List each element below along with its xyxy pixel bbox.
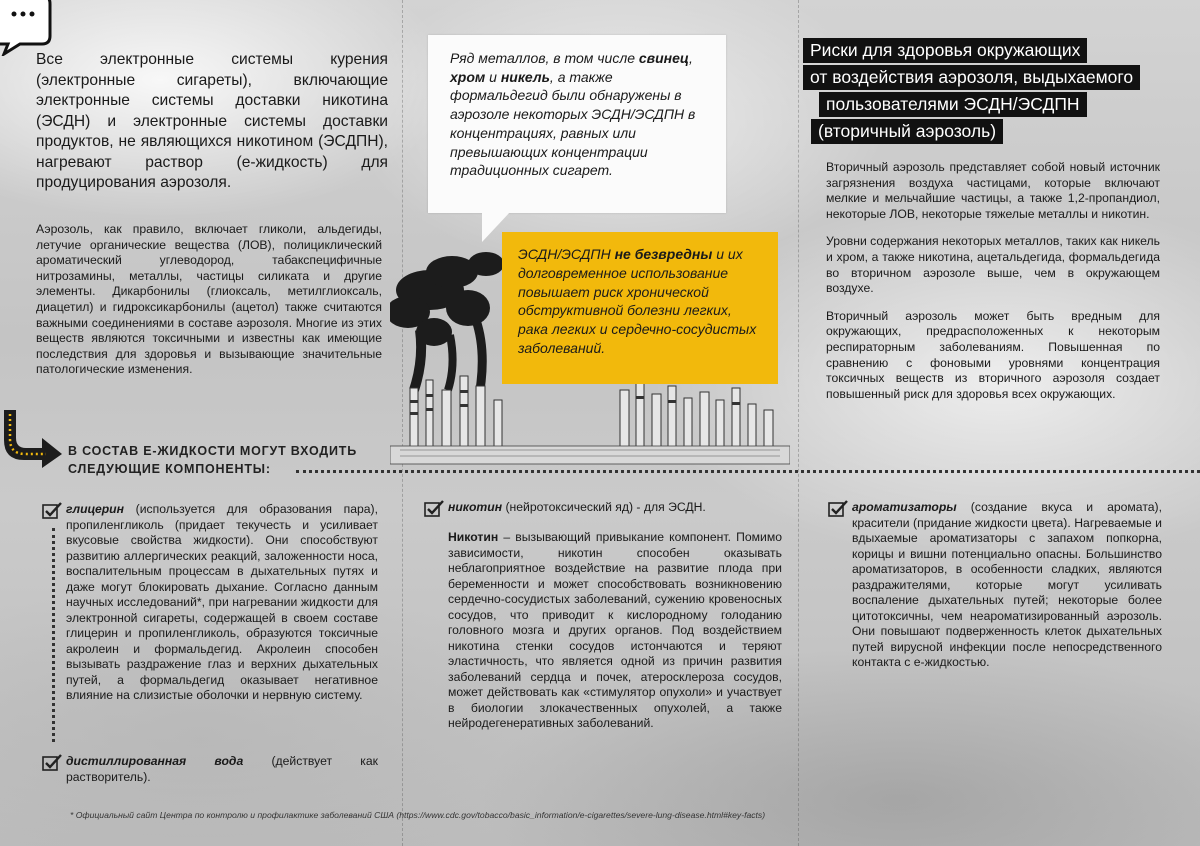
secondary-aerosol-text [826,160,1160,414]
risk-title-line-1: Риски для здоровья окружающих [803,38,1087,63]
glycerin-item [66,502,378,704]
risk-title-line-2: от воздействия аэрозоля, выдыхаемого [803,65,1140,90]
speech-bubble-icon [0,0,52,56]
nicotine-item [448,500,778,516]
quote-lead: свинец [638,50,689,66]
arrow-icon [2,408,66,468]
intro-paragraph: Все электронные системы курения (электронные сигареты), включающие электронные системы доставки никотина (ЭСДН) и электронные системы доставки продуктов, не являющихся никотином (ЭСДПН), нагревают раствор (е-жидкость) для продуцирования аэрозоля. [36,51,388,191]
checkmark-icon [424,500,444,518]
checkmark-icon [828,500,848,518]
quote-nickel: никель [500,68,550,85]
glycerin-text: (используется для образования пара), пропиленгликоль (придает текучесть и усиливает вкусовые свойства жидкости). Они способствуют развитию аллергических реакций, заложенности носа, воспалительным процессам в дыхательных путях и даже могут блокировать дыхание. Согласно данным научных исследований*, при нагревании жидкости для электронной сигареты, содержащей в своем составе глицерин и пропиленгликоль, образуются токсичные акролеин и формальдегид. Акролеин способен вызывать раздражение глаз и верхних дыхательных путей, а формальдегид оказывает негативное влияние на слизистые оболочки и нервную систему. [66,502,378,702]
nicotine-description [448,530,782,732]
quote-text-post: , а также формальдегид были обнаружены в аэрозоле некоторых ЭСДН/ЭСДПН в концентрациях, равных или превышающих концентрации традиционных сигарет. [450,68,696,179]
aerosol-paragraph: Аэрозоль, как правило, включает гликоли, альдегиды, летучие органические вещества (ЛОВ), полициклический ароматический углеводород, табакспецифичные нитрозамины, металлы, частицы силиката и другие элементы. Дикарбонилы (глиоксаль, метилглиоксаль, диацетил) и гидроксикарбонилы (ацетол) также считаются важными соединениями в составе аэрозоля. Многие из этих веществ являются токсичными и известны как имеющие последствия для здоровья и вызывающие значительные патологические изменения. [36,222,382,377]
dotted-vertical-divider [52,528,55,742]
water-term: дистиллированная вода [66,754,244,768]
risk-title-line-3: пользователями ЭСДН/ЭСДПН [819,92,1087,117]
flavorings-term: ароматизаторы [852,500,957,514]
nicotine-desc: – вызывающий привыкание компонент. Помимо зависимости, никотин способен оказывать неблагоприятное воздействие на развитие плода при беременности и может способствовать возникновению сердечно-сосудистых заболеваний, сужению кровеносных сосудов, что приводит к кислородному голоданию головного мозга и других органов. Под воздействием никотина стенки сосудов истончаются и теряют эластичность, что является одной из причин развития заболеваний сердца и почек, атеросклероза сосудов, может действовать как «стимулятор опухоли» и участвует в биологии злокачественных опухолей, а также нейродегенеративных заболеваний. [448,530,782,730]
components-heading-line-1: В СОСТАВ Е-ЖИДКОСТИ МОГУТ ВХОДИТЬ [68,444,358,458]
water-text: (действует как растворитель). [66,754,378,784]
risk-paragraph-2: Уровни содержания некоторых металлов, таких как никель и хром, а также никотина, ацетальдегида, формальдегида во вторичном аэрозоле выше, чем в окружающем воздухе. [826,234,1160,296]
warning-text-post: и их долговременное использование повышает риск хронической обструктивной болезни легких, рака легких и сердечно-сосудистых заболеваний. [518,246,757,356]
quote-and: и [485,68,501,85]
secondary-aerosol-title [803,38,1143,146]
health-warning-box [502,232,778,384]
flavorings-text: (создание вкуса и аромата), красители (придание жидкости цвета). Нагреваемые и вдыхаемые ароматизаторы с запахом попкорна, корицы и вишни потенциально опасны. Большинство ароматизаторов, в особенности сладких, являются раздражителями, которые могут усиливать воспаление дыхательных путей; некоторые более цитотоксичны, чем неароматизированный аэрозоль. Они повышают подверженность клеток дыхательных путей вирусной инфекции после непосредственного контакта с е-жидкостью. [852,500,1162,669]
warning-text-bold: не безвредны [614,246,713,262]
risk-paragraph-1: Вторичный аэрозоль представляет собой новый источник загрязнения воздуха частицами, которые включают мелкие и мельчайшие частицы, а также 1,2-пропандиол, некоторые ЛОВ, некоторые тяжелые металлы и никотин. [826,160,1160,221]
nicotine-lead: Никотин [448,530,499,544]
checkmark-icon [42,754,62,772]
risk-title-line-4: (вторичный аэрозоль) [811,119,1003,144]
nicotine-term: никотин [448,500,503,514]
quote-text-pre: Ряд металлов, в том числе [450,50,639,66]
dotted-divider [296,470,1200,473]
glycerin-term: глицерин [66,502,124,516]
quote-chrome: хром [450,68,486,85]
risk-paragraph-3: Вторичный аэрозоль может быть вредным для окружающих, предрасположенных к некоторым респираторным заболеваниям. Повышенная по сравнению с фоновыми уровнями концентрация токсичных веществ из вторичного аэрозоля создает повышенный риск для здоровья всех окружающих. [826,308,1160,401]
metals-quote-bubble: Ряд металлов, в том числе свинец, хром и никель, а также формальдегид были обнаружены в аэрозоле некоторых ЭСДН/ЭСДПН в концентрациях, равных или превышающих концентрации традиционных сигарет. [428,35,726,213]
flavorings-item [852,500,1162,671]
fold-line-right [798,0,800,846]
footnote: * Официальный сайт Центра по контролю и профилактике заболеваний США (https://www.cdc.gov/tobacco/basic_information/e-cigarettes/severe-lung-disease.html#key-facts) [70,810,766,820]
nicotine-text: (нейротоксический яд) - для ЭСДН. [502,500,706,514]
components-heading-line-2: СЛЕДУЮЩИЕ КОМПОНЕНТЫ: [68,462,271,476]
warning-text-pre: ЭСДН/ЭСДПН [518,246,615,262]
water-item [66,754,378,785]
checkmark-icon [42,502,62,520]
